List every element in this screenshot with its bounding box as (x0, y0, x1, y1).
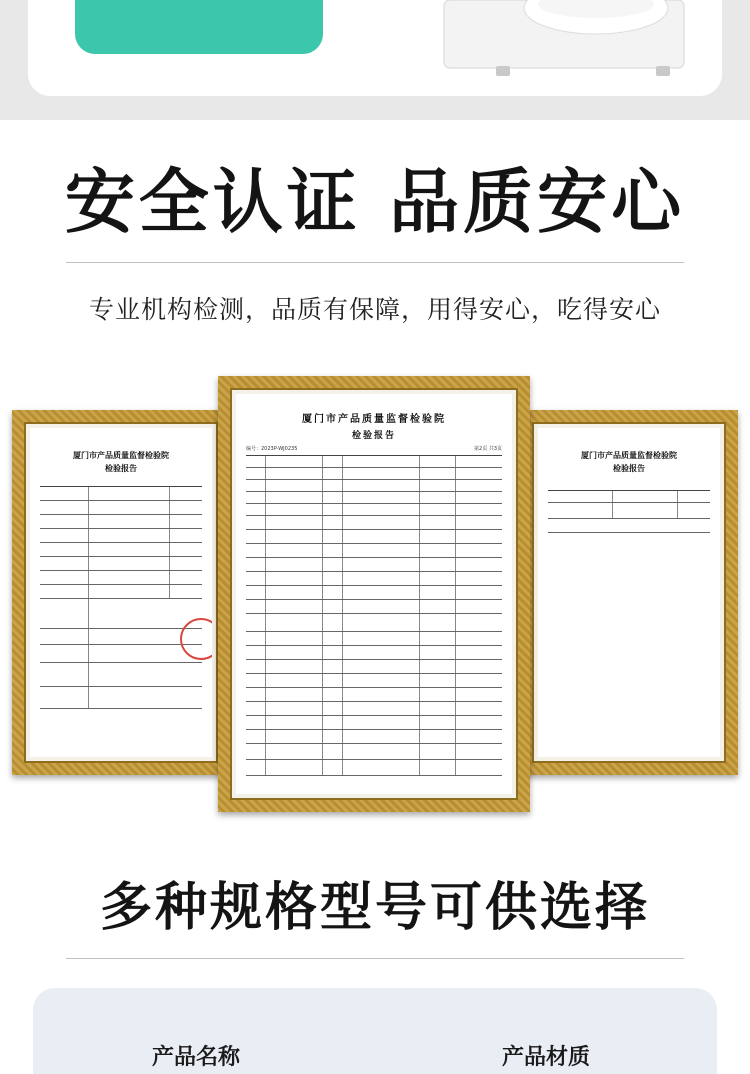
top-banner (0, 0, 750, 120)
spec-column-material: 产品材质 (502, 1045, 591, 1070)
report-number: 编号：2023P-WJ0235 (246, 446, 298, 452)
divider (66, 262, 684, 263)
spec-column-name: 产品名称 (152, 1045, 241, 1070)
page-indicator: 第2页 共3页 (474, 446, 502, 452)
certificate-subtitle: 检验报告 (613, 463, 645, 473)
certificate-center (218, 376, 530, 812)
certificate-left (12, 410, 230, 775)
product-machine-illustration (416, 0, 706, 80)
divider (66, 958, 684, 959)
certificate-title: 厦门市产品质量监督检验院 (581, 450, 677, 460)
accent-button-shape (75, 0, 323, 54)
spec-table-header (33, 988, 717, 1074)
certificate-meta (246, 445, 502, 452)
certificate-table (40, 486, 202, 709)
certificate-title: 厦门市产品质量监督检验院 (73, 450, 169, 460)
certificate-right (520, 410, 738, 775)
section-subtitle: 专业机构检测，品质有保障，用得安心，吃得安心 (88, 295, 661, 324)
section-title-safety: 安全认证 品质安心 (64, 161, 686, 243)
certificate-subtitle: 检验报告 (351, 431, 396, 441)
section-title-spec: 多种规格型号可供选择 (99, 878, 650, 938)
product-card (28, 0, 722, 96)
certificate-title: 厦门市产品质量监督检验院 (302, 414, 446, 425)
certificate-table (548, 490, 710, 533)
certificate-subtitle: 检验报告 (105, 463, 137, 473)
certificate-table (246, 455, 502, 776)
